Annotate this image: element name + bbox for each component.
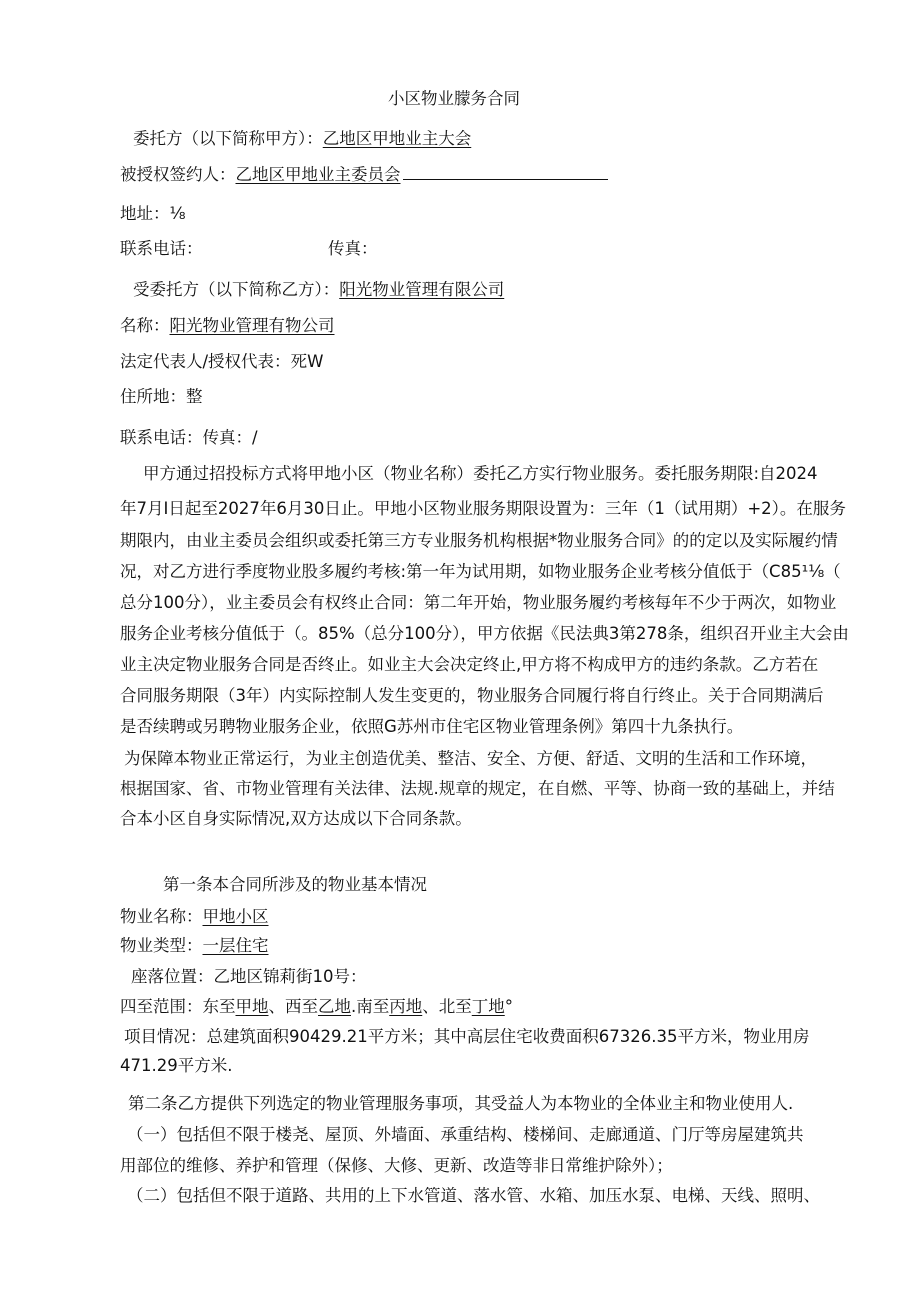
rep-label: 法定代表人/授权代表：: [120, 352, 291, 371]
project-line: 项目情况：总建筑面积90429.21平方米；其中高层住宅收费面积67326.35平方米，物业用房: [124, 1027, 810, 1046]
article2-item-line: （二）包括但不限于道路、共用的上下水管道、落水管、水箱、加压水泵、电梯、天线、照明、: [127, 1186, 820, 1205]
property-type-value: 一层住宅: [202, 936, 269, 955]
paragraph1-line: 服务企业考核分值低于（。85%（总分100分），甲方依据《民法典3第278条，组织召开业主大会由: [120, 624, 849, 643]
paragraph2-line: 为保障本物业正常运行，为业主创造优美、整洁、安全、方便、舒适、文明的生活和工作环境，: [124, 749, 817, 768]
name-value: 阳光物业管理有物公司: [169, 316, 335, 335]
location-row: 座落位置：乙地区锦莉街10号：: [131, 967, 367, 986]
contractor-row: [133, 279, 504, 301]
name-label: 名称：: [120, 316, 170, 335]
contractor-value: 阳光物业管理有限公司: [339, 280, 505, 299]
address-row: [120, 203, 186, 225]
signer-blank-line: [403, 163, 608, 180]
name-row: [120, 315, 335, 337]
signer-label: 被授权签约人：: [120, 165, 236, 184]
residence-row: [120, 386, 203, 408]
property-name-label: 物业名称：: [120, 907, 203, 926]
paragraph2-line: 根据国家、省、市物业管理有关法律、法规.规章的规定，在自燃、平等、协商一致的基础上，并结: [120, 779, 835, 798]
client-label: 委托方（以下简称甲方）：: [133, 129, 323, 148]
boundary-label: 四至范围：东至: [120, 997, 236, 1016]
paragraph1-line: 况，对乙方进行季度物业股多履约考核:第一年为试用期，如物业服务企业考核分值低于（C85¹⅛（: [120, 562, 841, 581]
paragraph1-line: 合同服务期限（3年）内实际控制人发生变更的，物业服务合同履行将自行终止。关于合同期满后: [120, 686, 824, 705]
paragraph2-line: 合本小区自身实际情况,双方达成以下合同条款。: [120, 809, 472, 828]
property-name-row: [120, 906, 269, 928]
article2-item-line: （一）包括但不限于楼尧、屋顶、外墙面、承重结构、楼梯间、走廊通道、门厅等房屋建筑共: [127, 1125, 804, 1144]
rep-row: [120, 351, 323, 373]
contract-title: 小区物业朦务合同: [388, 89, 520, 108]
article1-heading: 第一条本合同所涉及的物业基本情况: [163, 875, 427, 894]
fax-label: 传真：: [328, 239, 378, 258]
boundary-west: 乙地: [318, 997, 351, 1016]
phone-fax-row: 联系电话：传真：/: [120, 428, 258, 447]
boundary-sep: 、北至: [422, 997, 472, 1016]
client-row: [133, 128, 471, 150]
article2-heading: 第二条乙方提供下列选定的物业管理服务事项，其受益人为本物业的全体业主和物业使用人.: [128, 1094, 794, 1113]
address-value: ⅛: [169, 204, 186, 223]
paragraph1-line: 业主决定物业服务合同是否终止。如业主大会决定终止,甲方将不构成甲方的违约条款。乙方若在: [120, 655, 819, 674]
boundary-south: 丙地: [389, 997, 423, 1016]
project-line: 471.29平方米.: [120, 1056, 233, 1075]
boundary-end: °: [504, 997, 513, 1016]
paragraph1-line: 年7月I日起至2027年6月30日止。甲地小区物业服务期限设置为：三年（1（试用期）+2）。在服务: [120, 499, 846, 518]
address-label: 地址：: [120, 204, 170, 223]
boundary-east: 甲地: [235, 997, 269, 1016]
signer-value: 乙地区甲地业主委员会: [235, 165, 401, 184]
paragraph1-line: 总分100分），业主委员会有权终止合同：第二年开始，物业服务履约考核每年不少于两次，如物业: [120, 593, 837, 612]
property-type-label: 物业类型：: [120, 936, 203, 955]
contractor-label: 受委托方（以下简称乙方）：: [133, 280, 340, 299]
client-value: 乙地区甲地业主大会: [322, 129, 472, 148]
signer-row: [120, 163, 608, 186]
property-name-value: 甲地小区: [202, 907, 269, 926]
boundary-sep: 、西至: [268, 997, 318, 1016]
boundary-north: 丁地: [471, 997, 505, 1016]
property-type-row: [120, 935, 269, 957]
phone-label: 联系电话：: [120, 239, 203, 258]
residence-label: 住所地：: [120, 387, 186, 406]
paragraph1-line: 是否续聘或另聘物业服务企业，依照G苏州市住宅区物业管理条例》第四十九条执行。: [120, 717, 744, 736]
article2-item-line: 用部位的维修、养护和管理（保修、大修、更新、改造等非日常维护除外）；: [120, 1156, 673, 1175]
boundary-row: [120, 996, 513, 1018]
residence-value: 整: [186, 387, 203, 406]
paragraph1-line: 期限内，由业主委员会组织或委托第三方专业服务机构根据*物业服务合同》的的定以及实际履约情: [120, 531, 838, 550]
boundary-sep: .南至: [351, 997, 390, 1016]
rep-value: 死W: [290, 352, 324, 371]
paragraph1-line: 甲方通过招投标方式将甲地小区（物业名称）委托乙方实行物业服务。委托服务期限:自2024: [143, 464, 818, 483]
